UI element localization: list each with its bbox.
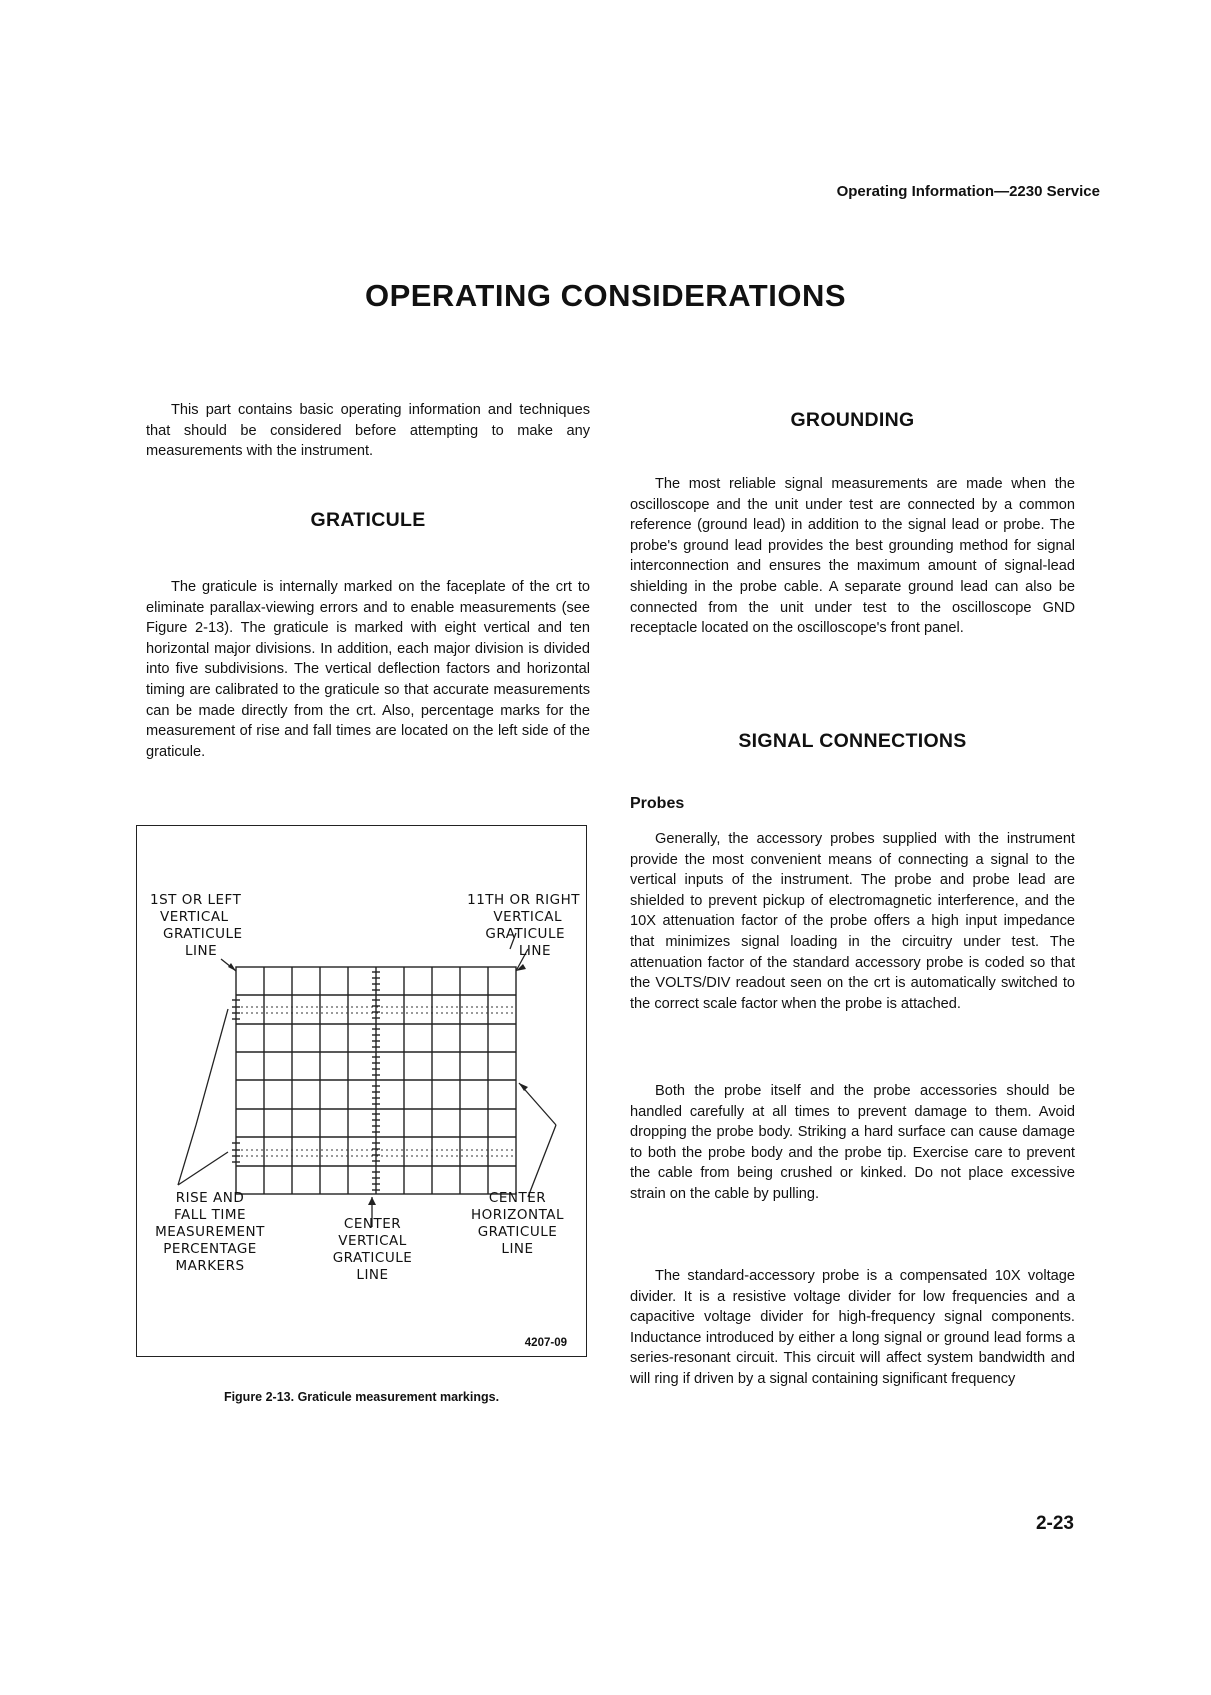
figure-caption: Figure 2-13. Graticule measurement markings.: [223, 1390, 500, 1404]
label-rise-fall-markers: RISE AND FALL TIME MEASUREMENT PERCENTAGE MARKERS: [155, 1190, 265, 1274]
arrowhead: [368, 1197, 376, 1205]
probes-paragraph-3: The standard-accessory probe is a compensated 10X voltage divider. It is a resistive voltage divider for low frequencies and a capacitive voltage divider for high-frequency signal components. Inductance introduced by either a long signal or ground lead forms a series-resonant circuit. This circuit will affect system bandwidth and will ring if driven by a signal containing significant frequency: [630, 1268, 1075, 1387]
signal-connections-heading: SIGNAL CONNECTIONS: [738, 730, 967, 752]
label-center-vertical-line: CENTER VERTICAL GRATICULE LINE: [332, 1216, 413, 1283]
page-title: OPERATING CONSIDERATIONS: [364, 278, 847, 313]
arrowhead: [228, 963, 236, 971]
label-left-graticule-line: 1ST OR LEFT VERTICAL GRATICULE LINE: [150, 892, 243, 959]
grounding-heading: GROUNDING: [790, 409, 915, 431]
running-header: Operating Information—2230 Service: [836, 183, 1100, 200]
intro-paragraph: This part contains basic operating information and techniques that should be considered before attempting to make any measurements with the instrument.: [146, 402, 590, 460]
label-center-horizontal-line: CENTER HORIZONTAL GRATICULE LINE: [470, 1190, 565, 1257]
page-number: 2-23: [1035, 1513, 1074, 1534]
graticule-heading: GRATICULE: [310, 509, 426, 531]
figure-code: 4207-09: [524, 1337, 567, 1349]
probes-paragraph-1: Generally, the accessory probes supplied with the instrument provide the most convenient means of connecting a signal to the vertical inputs of the instrument. The probe and probe lead are shielded to prevent pickup of electromagnetic interference, and the 10X attenuation factor of the probe offers a high input impedance that minimizes signal loading in the circuitry under test. The attenuation factor of the standard accessory probe is coded so that the VOLTS/DIV readout seen on the crt is automatically switched to the correct scale factor when the probe is attached.: [630, 831, 1075, 1012]
arrowhead: [519, 1083, 528, 1091]
graticule-paragraph: The graticule is internally marked on the faceplate of the crt to eliminate parallax-viewing errors and to enable measurements (see Figure 2-13). The graticule is marked with eight vertical and ten horizontal major divisions. In addition, each major division is divided into five subdivisions. The vertical deflection factors and horizontal timing are calibrated to the graticule so that accurate measurements can be made directly from the crt. Also, percentage marks for the measurement of rise and fall times are located on the left side of the graticule.: [146, 579, 590, 760]
probes-subheading: Probes: [630, 795, 685, 812]
grounding-paragraph: The most reliable signal measurements are made when the oscilloscope and the unit under test are connected by a common reference (ground lead) in addition to the signal lead or probe. The probe's ground lead provides the best grounding method for signal interconnection and ensures the maximum amount of signal-lead shielding in the probe cable. A separate ground lead can also be connected from the unit under test to the oscilloscope GND receptacle located on the oscilloscope's front panel.: [630, 476, 1075, 637]
label-right-graticule-line: 11TH OR RIGHT VERTICAL GRATICULE LINE: [467, 892, 580, 959]
probes-paragraph-2: Both the probe itself and the probe accessories should be handled carefully at all times to prevent damage to them. Avoid dropping the probe body. Striking a hard surface can cause damage to both the probe body and the probe tip. Exercise care to prevent the cable from being crushed or kinked. Do not place excessive strain on the cable by pulling.: [630, 1083, 1075, 1202]
